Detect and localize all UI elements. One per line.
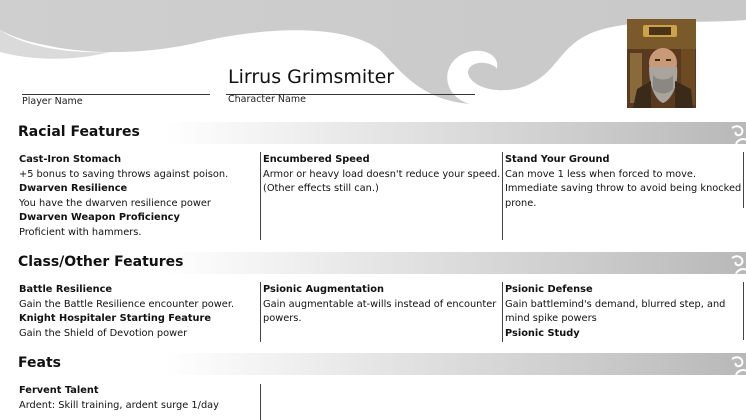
column-divider: [743, 152, 744, 208]
column-divider: [502, 282, 503, 342]
character-name-value: Lirrus Grimsmiter: [228, 66, 395, 88]
feature-desc: Gain augmentable at-wills instead of encounter: [263, 298, 497, 310]
feature-name: Cast-Iron Stomach: [19, 154, 122, 165]
racial-col-2: [263, 153, 503, 197]
player-name-field[interactable]: [22, 78, 210, 95]
feature-name: Dwarven Weapon Proficiency: [19, 212, 180, 224]
feature-name: Stand Your Ground: [505, 154, 610, 165]
column-divider: [260, 152, 261, 240]
feature-desc: Armor or heavy load doesn't reduce your speed.: [263, 168, 501, 180]
feat-name: Fervent Talent: [19, 385, 99, 396]
class-col-3: [505, 283, 743, 341]
racial-col-3: [505, 153, 743, 211]
column-divider: [502, 152, 503, 240]
class-col-2: [263, 283, 503, 327]
feature-desc: Gain the Shield of Devotion power: [19, 327, 188, 339]
feature-name: Encumbered Speed: [263, 154, 370, 165]
section-bar-feats: [0, 353, 746, 375]
feature-name: Psionic Defense: [505, 284, 593, 295]
feats-col-1: [19, 384, 259, 413]
column-divider: [260, 282, 261, 342]
feature-name: Battle Resilience: [19, 284, 113, 295]
feature-desc: Gain the Battle Resilience encounter power.: [19, 298, 235, 310]
feature-desc: (Other effects still can.): [263, 183, 379, 195]
section-title-racial-features: Racial Features: [18, 124, 140, 140]
feature-desc: You have the dwarven resilience power: [19, 197, 211, 209]
feature-name: Knight Hospitaler Starting Feature: [19, 313, 211, 325]
column-divider: [260, 384, 261, 420]
feature-name: Psionic Augmentation: [263, 284, 384, 295]
player-name-label: Player Name: [22, 96, 83, 107]
feature-desc: Immediate saving throw to avoid being knocked: [505, 183, 742, 195]
character-name-label: Character Name: [228, 94, 306, 105]
character-portrait: [627, 19, 696, 108]
feature-desc: mind spike powers: [505, 313, 597, 325]
feature-name: Dwarven Resilience: [19, 183, 128, 195]
class-col-1: [19, 283, 259, 341]
feature-desc: Proficient with hammers.: [19, 226, 142, 238]
feat-desc: Ardent: Skill training, ardent surge 1/day: [19, 399, 219, 411]
feature-desc: Can move 1 less when forced to move.: [505, 168, 697, 180]
character-name-field[interactable]: [226, 78, 475, 95]
column-divider: [743, 282, 744, 340]
feature-name: Psionic Study: [505, 327, 580, 339]
racial-col-1: [19, 153, 259, 241]
feature-desc: Gain battlemind's demand, blurred step, and: [505, 298, 726, 310]
section-title-feats: Feats: [18, 355, 61, 371]
feature-desc: prone.: [505, 197, 537, 209]
feature-desc: powers.: [263, 313, 302, 325]
section-title-class-features: Class/Other Features: [18, 254, 184, 270]
feature-desc: +5 bonus to saving throws against poison.: [19, 168, 229, 180]
